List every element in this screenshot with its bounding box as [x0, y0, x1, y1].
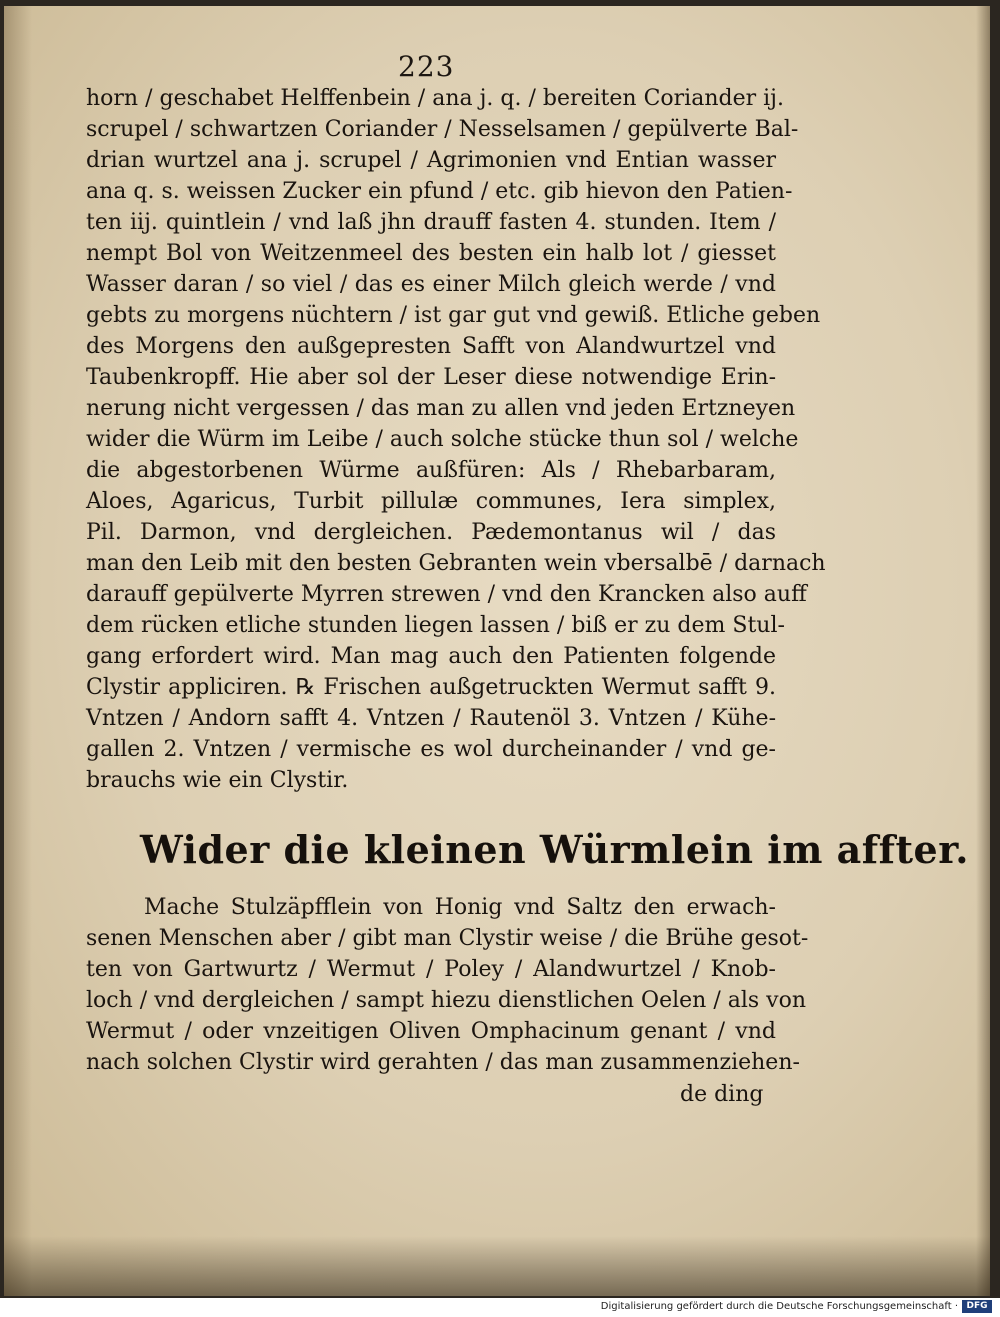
text-line: gang erfordert wird. Man mag auch den Patienten folgende: [86, 644, 776, 669]
page-edge-shadow: [976, 6, 990, 1296]
text-line: Pil. Darmon, vnd dergleichen. Pædemontanus wil / das: [86, 520, 776, 545]
text-line: nempt Bol von Weitzenmeel des besten ein halb lot / giesset: [86, 241, 776, 266]
text-line: ten von Gartwurtz / Wermut / Poley / Alandwurtzel / Knob-: [86, 957, 776, 982]
text-line: Wermut / oder vnzeitigen Oliven Omphacinum genant / vnd: [86, 1019, 776, 1044]
text-line: ten iij. quintlein / vnd laß jhn drauff fasten 4. stunden. Item /: [86, 210, 776, 235]
text-line: brauchs wie ein Clystir.: [86, 768, 349, 793]
text-line: man den Leib mit den besten Gebranten wein vbersalbē / darnach: [86, 551, 826, 576]
catchword: de ding: [680, 1082, 764, 1107]
text-line: des Morgens den außgepresten Safft von Alandwurtzel vnd: [86, 334, 776, 359]
paragraph-2: [86, 892, 809, 1078]
text-line: Vntzen / Andorn safft 4. Vntzen / Rautenöl 3. Vntzen / Kühe-: [86, 706, 776, 731]
section-heading: Wider die kleinen Würmlein im affter.: [140, 827, 969, 872]
text-line: nerung nicht vergessen / das man zu allen vnd jeden Ertzneyen: [86, 396, 796, 421]
text-line: drian wurtzel ana j. scrupel / Agrimonien vnd Entian wasser: [86, 148, 776, 173]
paragraph-1: [86, 83, 826, 796]
text-line: gebts zu morgens nüchtern / ist gar gut vnd gewiß. Etliche geben: [86, 303, 821, 328]
text-line: darauff gepülverte Myrren strewen / vnd den Krancken also auff: [86, 582, 807, 607]
text-line: Clystir appliciren. ℞ Frischen außgetruckten Wermut safft 9.: [86, 675, 776, 700]
text-line: dem rücken etliche stunden liegen lassen / biß er zu dem Stul-: [86, 613, 785, 638]
text-line: Mache Stulzäpfflein von Honig vnd Saltz den erwach-: [144, 895, 776, 920]
page-number: 223: [398, 50, 455, 83]
dfg-logo: DFG: [962, 1300, 992, 1313]
text-line: nach solchen Clystir wird gerahten / das man zusammenziehen-: [86, 1050, 800, 1075]
text-line: horn / geschabet Helffenbein / ana j. q. / bereiten Coriander ij.: [86, 86, 784, 111]
text-line: die abgestorbenen Würme außfüren: Als / Rhebarbaram,: [86, 458, 776, 483]
text-line: wider die Würm im Leibe / auch solche stücke thun sol / welche: [86, 427, 799, 452]
dfg-credit: Digitalisierung gefördert durch die Deutsche Forschungsgemeinschaft ·: [600, 1301, 958, 1312]
text-line: Aloes, Agaricus, Turbit pillulæ communes, Iera simplex,: [86, 489, 776, 514]
page-bottom-shadow: [4, 1236, 990, 1296]
text-line: loch / vnd dergleichen / sampt hiezu dienstlichen Oelen / als von: [86, 988, 807, 1013]
text-line: senen Menschen aber / gibt man Clystir weise / die Brühe gesot-: [86, 926, 809, 951]
text-line: Wasser daran / so viel / das es einer Milch gleich werde / vnd: [86, 272, 776, 297]
text-line: gallen 2. Vntzen / vermische es wol durcheinander / vnd ge-: [86, 737, 776, 762]
page-gutter-shadow: [4, 6, 32, 1296]
text-line: Taubenkropff. Hie aber sol der Leser diese notwendige Erin-: [86, 365, 776, 390]
text-line: scrupel / schwartzen Coriander / Nesselsamen / gepülverte Bal-: [86, 117, 799, 142]
text-line: ana q. s. weissen Zucker ein pfund / etc. gib hievon den Patien-: [86, 179, 793, 204]
